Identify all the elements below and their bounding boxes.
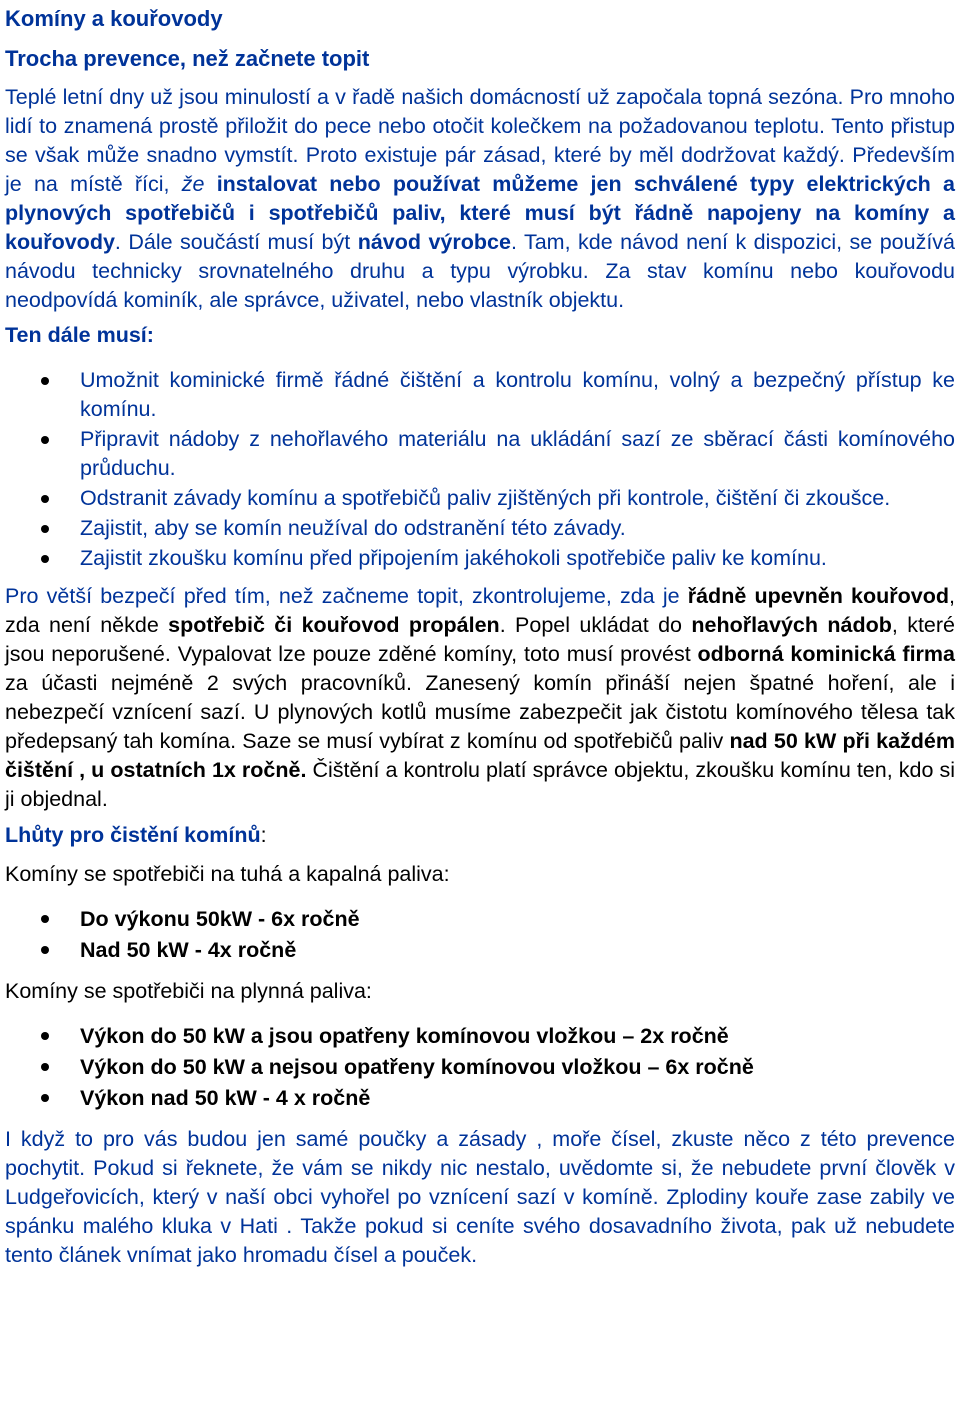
safety-text-2: řádně upevněn kouřovod <box>687 584 949 608</box>
bullet-icon <box>41 1063 49 1071</box>
safety-text-1: Pro větší bezpečí před tím, než začneme topit, zkontrolujeme, zda je <box>5 584 688 608</box>
list-item-text: Odstranit závady komínu a spotřebičů paliv zjištěných při kontrole, čištění či zkoušce. <box>80 486 891 510</box>
safety-text-6: nehořlavých nádob <box>691 613 892 637</box>
safety-text-5: . Popel ukládat do <box>499 613 692 637</box>
musi-list <box>5 366 955 573</box>
deadlines-heading <box>5 821 955 850</box>
list-item <box>5 366 955 424</box>
bullet-icon <box>41 436 49 444</box>
list-item <box>5 1021 955 1052</box>
safety-text-11: Čištění a kontrolu platí správce objektu, zkoušku komínu ten, kdo si ji objednal. <box>5 758 955 811</box>
article-title: Komíny a kouřovody <box>5 6 223 31</box>
intro-text-8: . Tam, kde návod není k dispozici, se používá návodu technicky srovnatelného druhu a typu výrobku. Za stav komínu nebo kouřovodu neodpovídá kominík, ale správce, uživatel, nebo vlastník objektu. <box>5 230 955 312</box>
safety-paragraph <box>5 582 955 814</box>
list-item-text: Umožnit kominické firmě řádné čištění a kontrolu komínu, volný a bezpečný přístup ke komínu. <box>80 368 955 421</box>
closing-paragraph: I když to pro vás budou jen samé poučky a zásady , moře čísel, zkuste něco z této prevence pochytit. Pokud si řeknete, že vám se nikdy nic nestalo, uvědomte si, že nebudete první člověk v Ludgeřovicích, který v naší obci vyhořel po vznícení sazí v komíně. Zplodiny kouře zase zabily ve spánku malého kluka v Hati . Takže pokud si ceníte svého dosavadního života, pak už nebudete tento článek vnímat jako hromadu čísel a pouček. <box>5 1127 955 1267</box>
intro-text-6: . Dále součástí musí být <box>114 230 358 254</box>
intro-text-4 <box>204 172 216 196</box>
bullet-icon <box>41 525 49 533</box>
list-item-text: Připravit nádoby z nehořlavého materiálu na ukládání sazí ze sběrací části komínového průduchu. <box>80 427 955 480</box>
intro-text-5: instalovat nebo používat můžeme jen schválené typy elektrických a plynových spotřebičů i spotřebičů paliv, které musí být řádně napojeny na komíny a kouřovody <box>5 172 955 254</box>
solid-fuel-intro: Komíny se spotřebiči na tuhá a kapalná paliva: <box>5 862 450 886</box>
safety-text-9: za účasti nejméně 2 svých pracovníků. Zanesený komín přináší nejen špatné hoření, ale i nebezpečí vznícení sazí. U plynových kotlů musíme zabezpečit jak čistotu komínového tělesa tak předepsaný tah komína. Saze se musí vybírat z komínu od spotřebičů paliv <box>5 671 955 753</box>
list-item <box>5 425 955 483</box>
list-item-text: Do výkonu 50kW - 6x ročně <box>80 907 360 931</box>
list-item <box>5 544 955 573</box>
list-item-text: Nad 50 kW - 4x ročně <box>80 938 297 962</box>
list-item-text: Výkon do 50 kW a nejsou opatřeny komínovou vložkou – 6x ročně <box>80 1055 754 1079</box>
solid-fuel-list <box>5 904 955 966</box>
intro-text-7: návod výrobce <box>357 230 511 254</box>
bullet-icon <box>41 495 49 503</box>
safety-text-3: , zda není někde <box>5 584 955 637</box>
list-item <box>5 904 955 935</box>
deadlines-heading-colon: : <box>260 823 267 847</box>
intro-text-2: Především je na místě říci, <box>5 143 955 196</box>
intro-text-3: že <box>181 172 205 196</box>
bullet-icon <box>41 1032 49 1040</box>
list-item-text: Výkon nad 50 kW - 4 x ročně <box>80 1086 371 1110</box>
list-item <box>5 1083 955 1114</box>
safety-text-8: odborná kominická firma <box>697 642 955 666</box>
intro-text-1: Teplé letní dny už jsou minulostí a v řadě našich domácností už započala topná sezóna. Pro mnoho lidí to znamená prostě přiložit do pece nebo otočit kolečkem na požadovanou teplotu. Tento přistup se však může snadno vymstít. Proto existuje pár zásad, které by měl dodržovat každý. <box>5 85 955 167</box>
gas-fuel-intro: Komíny se spotřebiči na plynná paliva: <box>5 979 372 1003</box>
article-subtitle: Trocha prevence, než začnete topit <box>5 46 370 71</box>
bullet-icon <box>41 946 49 954</box>
musi-heading: Ten dále musí: <box>5 323 154 347</box>
bullet-icon <box>41 1094 49 1102</box>
list-item <box>5 935 955 966</box>
bullet-icon <box>41 555 49 563</box>
list-item-text: Výkon do 50 kW a jsou opatřeny komínovou vložkou – 2x ročně <box>80 1024 729 1048</box>
list-item <box>5 484 955 513</box>
list-item <box>5 1052 955 1083</box>
intro-paragraph <box>5 83 955 315</box>
deadlines-heading-text: Lhůty pro čistění komínů <box>5 823 261 847</box>
bullet-icon <box>41 915 49 923</box>
safety-text-4: spotřebič či kouřovod propálen <box>168 613 500 637</box>
list-item-text: Zajistit, aby se komín neužíval do odstranění této závady. <box>80 516 626 540</box>
list-item-text: Zajistit zkoušku komínu před připojením jakéhokoli spotřebiče paliv ke komínu. <box>80 546 827 570</box>
list-item <box>5 514 955 543</box>
safety-text-10: nad 50 kW při každém čištění , u ostatních 1x ročně. <box>5 729 955 782</box>
safety-text-7: , které jsou neporušené. Vypalovat lze pouze zděné komíny, toto musí provést <box>5 613 956 666</box>
bullet-icon <box>41 377 49 385</box>
gas-fuel-list <box>5 1021 955 1114</box>
